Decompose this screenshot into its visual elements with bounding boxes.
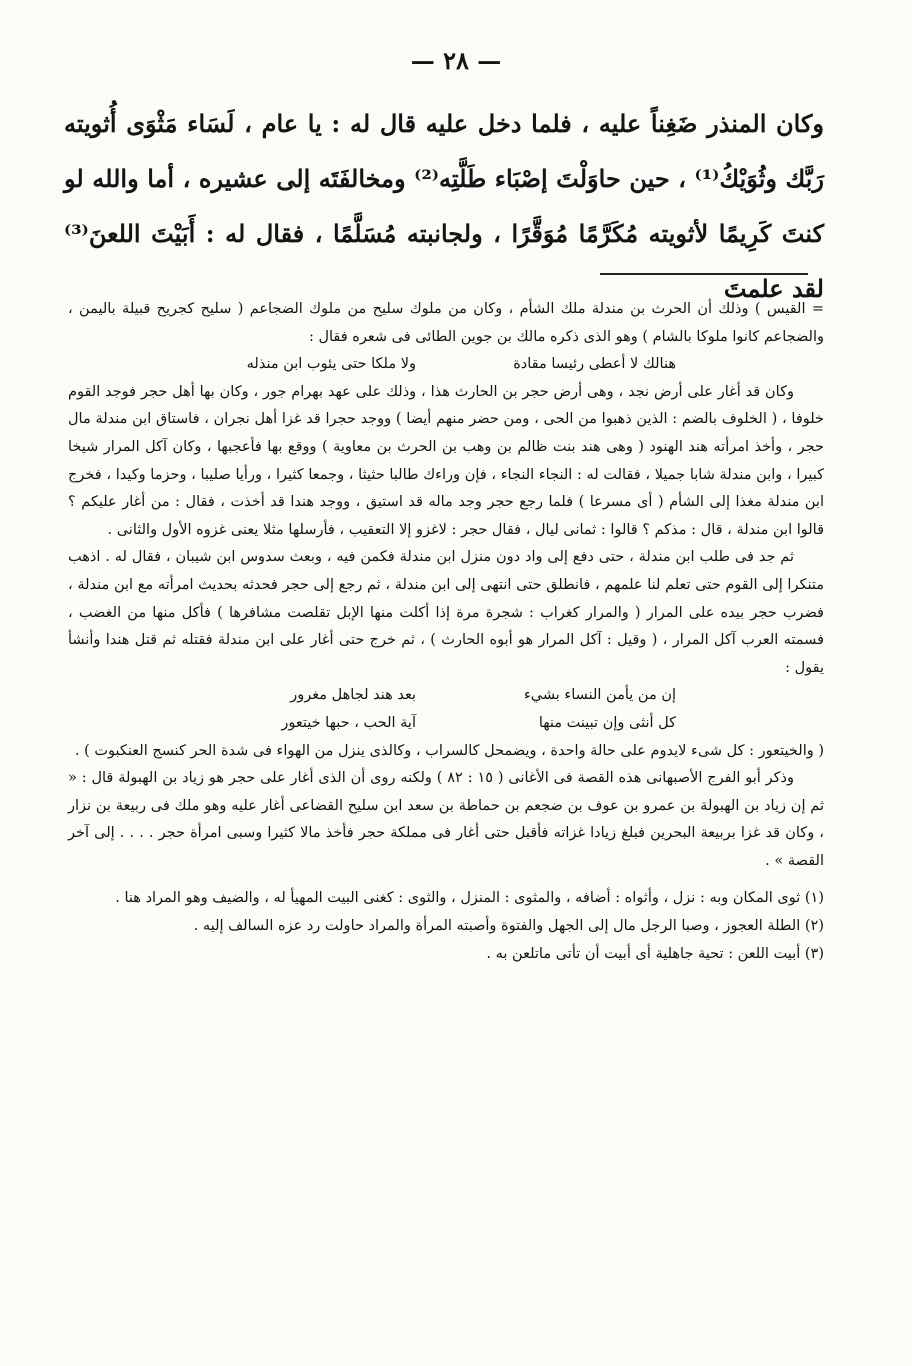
main-paragraph: وكان المنذر ضَغِناً عليه ، فلما دخل عليه قال له : يا عام ، لَسَاء مَثْوَى أُثويته رَبَّك وثُوَيْكُ⁽¹⁾ ، حين حاوَلْتَ إصْبَاء طَلَّتِه⁽²⁾ ومخالفَتَه إلى عشيره ، أما والله لو كنتَ كَرِيمًا لأثويته مُكَرَّمًا مُوَقَّرًا ، ولجانبته مُسَلَّمًا ، فقال له : أَبَيْتَ اللعنَ⁽³⁾ لقد علمتَ (64, 109, 825, 303)
footnotes (68, 885, 824, 968)
footnote-divider (600, 273, 808, 275)
note-paragraph: وكان قد أغار على أرض نجد ، وهى أرض حجر بن الحارث هذا ، وذلك على عهد بهرام جور ، وكان بها أهل حجر فوجد القوم خلوفا ، ( الخلوف بالضم : الذين ذهبوا من الحى ، ومن حضر منهم أيضا ) ووجد حجرا قد غزا أهل نجران ، فاستاق ابن مندلة مال حجر ، وأخذ امرأته هند الهنود ( وهى هند بنت ظالم بن وهب بن الحرث بن معاوية ) ووقع بها فأعجبها ، وكان آكل المرار شيخا كبيرا ، وابن مندلة شابا جميلا ، فقالت له : النجاء النجاء ، فإن وراءك طالبا حثيثا ، وجمعا كثيرا ، ورأيا صليبا ، وحزما وكيدا ، فخرج ابن مندلة مغذا إلى الشأم ( أى مسرعا ) فلما رجع حجر وجد ماله قد استيق ، ووجد هندا قد أخذت ، فقال : من أغار عليكم ؟ قالوا ابن مندلة ، قال : مذكم ؟ قالوا : ثمانى ليال ، فقال حجر : لاغزو إلا التعقيب ، فأرسلها مثلا يعنى غزوه الأول والثانى . (68, 383, 825, 538)
note-paragraph: ثم جد فى طلب ابن مندلة ، حتى دفع إلى واد دون منزل ابن مندلة فكمن فيه ، وبعث سدوس ابن شيبان ، فقال له . اذهب متنكرا إلى القوم حتى تعلم لنا علمهم ، فانطلق حتى انتهى إلى ابن مندلة ، ثم رجع إلى حجر فحدثه بحديث امرأته مع ابن مندلة ، فضرب حجر بيده على المرار ( والمرار كغراب : شجرة مرة إذا أكلت منها الإبل تقلصت مشافرها ) فأكل منها من الغضب ، فسمته العرب آكل المرار ، ( وقيل : آكل المرار هو أبوه الحارث ) ، ثم خرج حتى أغار على ابن مندلة فقتله ثم قتل هندا وأنشأ يقول : (68, 549, 824, 676)
note-paragraph: = القيس ) وذلك أن الحرث بن مندلة ملك الشأم ، وكان من ملوك سليح من ملوك الضجاعم ( سليح كجريح قبيلة باليمن ، والضجاعم كانوا ملوكا بالشام ) وهو الذى ذكره مالك بن جوين الطائى فى شعره فقال : (68, 301, 824, 345)
verse-hemistich: كل أنثى وإن تبينت منها (538, 714, 676, 731)
verse-hemistich: هنالك لا أعطى رئيسا مقادة (513, 356, 676, 373)
note-paragraph: وذكر أبو الفرج الأصبهانى هذه القصة فى الأغانى ( ١٥ : ٨٢ ) ولكنه روى أن الذى أغار على حجر هو زياد بن الهبولة قال : « ثم إن زياد بن الهبولة بن عمرو بن عوف بن ضجعم بن حماطة بن سعد ابن سليح القضاعى أغار عليه وهو ملك فى ربيعة بن نزار ، وكان قد غزا بربيعة البحرين فبلغ زيادا غزاته فأقبل حتى أغار فى مملكة حجر فأخذ مالا كثيرا وسبى امرأة حجر . . . . إلى آخر القصة » . (68, 770, 824, 869)
page-number: — ٢٨ — (410, 46, 502, 75)
verse-hemistich: بعد هند لجاهل مغرور (290, 687, 416, 704)
verse-hemistich: آية الحب ، حبها خيتعور (281, 714, 416, 731)
verse-line (68, 682, 824, 710)
verse-hemistich: إن من يأمن النساء بشيء (523, 687, 676, 704)
verse-line (68, 710, 824, 738)
footnote: (٣) أبيت اللعن : تحية جاهلية أى أبيت أن تأتى ماتلعن به . (486, 945, 824, 962)
verse-line (68, 351, 824, 379)
note-paragraph: ( والخيتعور : كل شىء لايدوم على حالة واحدة ، ويضمحل كالسراب ، وكالذى ينزل من الهواء فى شدة الحر كنسج العنكبوت ) . (74, 742, 824, 759)
footnote: (٢) الطلة العجوز ، وصبا الرجل مال إلى الجهل والفتوة وأصبته المرأة والمراد حاولت رد عزه السالف إليه . (193, 918, 824, 935)
verse-hemistich: ولا ملكا حتى يئوب ابن منذله (246, 356, 416, 373)
notes-block (68, 296, 824, 968)
main-text-block (64, 96, 824, 316)
footnote: (١) ثوى المكان وبه : نزل ، وأثواه : أضافه ، والمثوى : المنزل ، والثوى : كغنى البيت المهيأ له ، والضيف وهو المراد هنا . (115, 890, 824, 907)
